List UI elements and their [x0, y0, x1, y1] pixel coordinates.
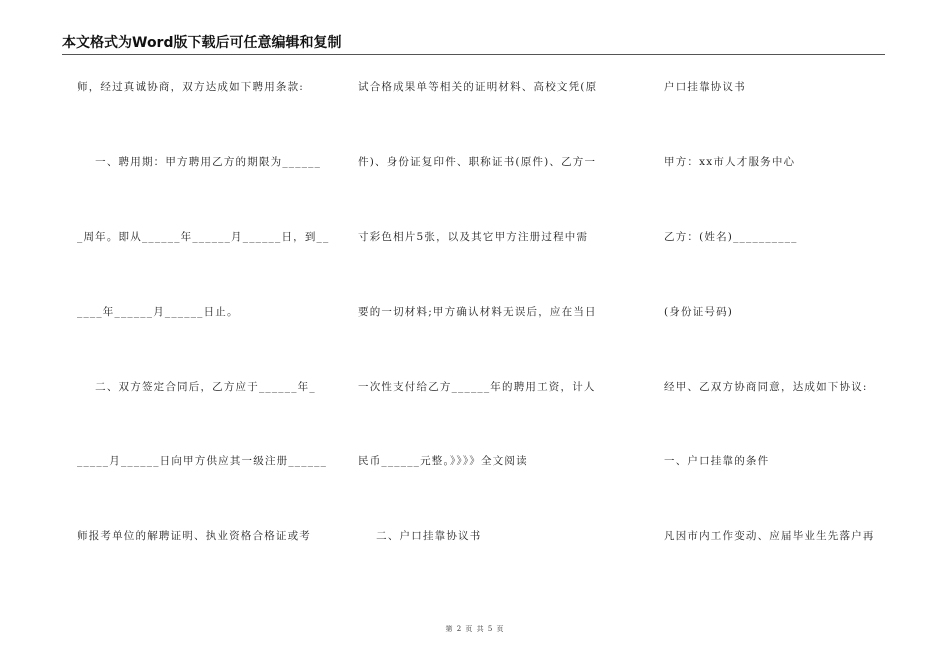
- column-3-line-3: 乙方：(姓名)__________: [664, 231, 798, 243]
- column-1-line-3: _周年。即从______年______月______日，到__: [77, 231, 330, 243]
- column-3-line-4: (身份证号码): [664, 306, 734, 318]
- header-title: 本文格式为Word版下载后可任意编辑和复制: [62, 35, 342, 51]
- column-1-line-4: ____年______月______日止。: [77, 306, 239, 318]
- column-2-line-4: 要的一切材料;甲方确认材料无误后，应在当日: [358, 306, 597, 318]
- column-3-line-2: 甲方：xx市人才服务中心: [664, 156, 796, 168]
- column-2-line-6-read-more[interactable]: 民币______元整。》》》》全文阅读: [358, 455, 528, 467]
- column-2-line-5: 一次性支付给乙方______年的聘用工资，计人: [358, 381, 596, 393]
- column-2-line-2: 件)、身份证复印件、职称证书(原件)、乙方一: [358, 156, 597, 168]
- column-2-line-3: 寸彩色相片5张，以及其它甲方注册过程中需: [358, 231, 589, 243]
- page-footer: 第 2 页 共 5 页: [445, 625, 505, 633]
- column-3-line-6: 一、户口挂靠的条件: [664, 455, 770, 467]
- column-3-line-1: 户口挂靠协议书: [664, 81, 746, 93]
- header-divider: [62, 54, 885, 55]
- column-1-line-5: 二、双方签定合同后，乙方应于______年_: [77, 381, 316, 393]
- column-2-line-1: 试合格成果单等相关的证明材料、高校文凭(原: [358, 81, 598, 93]
- column-1-line-6: _____月______日向甲方供应其一级注册______: [77, 455, 328, 467]
- column-3-line-7: 凡因市内工作变动、应届毕业生先落户再: [664, 530, 875, 542]
- column-3-line-5: 经甲、乙双方协商同意，达成如下协议:: [664, 381, 868, 393]
- column-1-line-2: 一、聘用期：甲方聘用乙方的期限为______: [77, 156, 322, 168]
- column-2-line-7: 二、户口挂靠协议书: [358, 530, 482, 542]
- document-header: [62, 33, 885, 53]
- column-1-line-7: 师报考单位的解聘证明、执业资格合格证或考: [77, 530, 311, 542]
- column-1-line-1: 师，经过真诚协商，双方达成如下聘用条款:: [77, 81, 305, 93]
